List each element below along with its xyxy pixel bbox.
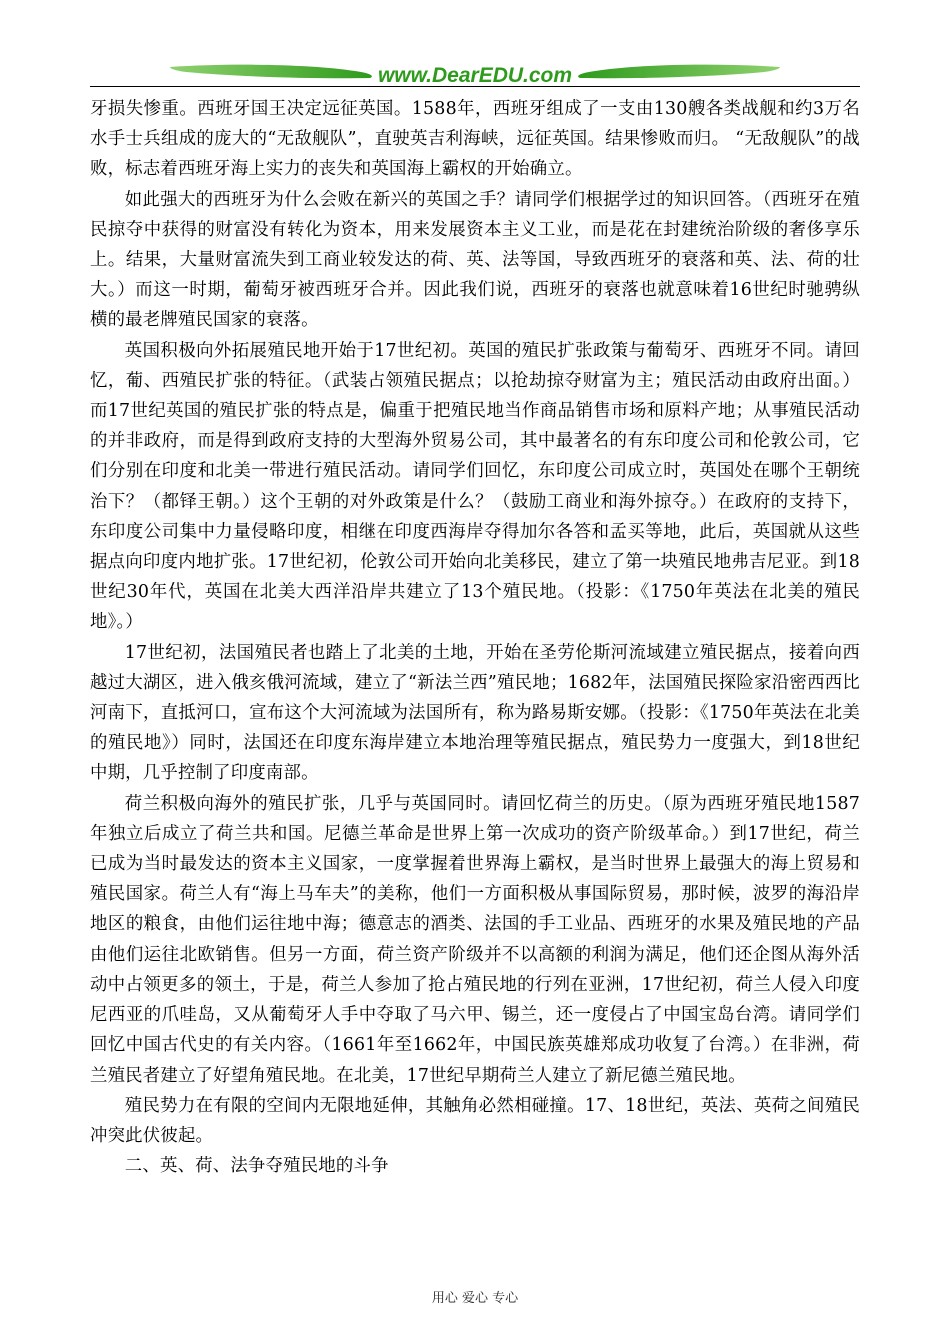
header-rule — [90, 86, 860, 87]
paragraph-2: 如此强大的西班牙为什么会败在新兴的英国之手？请同学们根据学过的知识回答。（西班牙在殖民掠夺中获得的财富没有转化为资本，用来发展资本主义工业，而是花在封建统治阶级的奢侈享乐上。结果，大量财富流失到工商业较发达的荷、英、法等国，导致西班牙的衰落和英、法、荷的壮大。）而这一时期，葡萄牙被西班牙合并。因此我们说，西班牙的衰落也就意味着16世纪时驰骋纵横的最老牌殖民国家的衰落。 — [90, 189, 860, 331]
paragraph-5: 荷兰积极向海外的殖民扩张，几乎与英国同时。请回忆荷兰的历史。（原为西班牙殖民地1587年独立后成立了荷兰共和国。尼德兰革命是世界上第一次成功的资产阶级革命。）到17世纪，荷兰已成为当时最发达的资本主义国家，一度掌握着世界海上霸权，是当时世界上最强大的海上贸易和殖民国家。荷兰人有“海上马车夫”的美称，他们一方面积极从事国际贸易，那时候，波罗的海沿岸地区的粮食，由他们运往地中海；德意志的酒类、法国的手工业品、西班牙的水果及殖民地的产品由他们运往北欧销售。但另一方面，荷兰资产阶级并不以高额的利润为满足，他们还企图从海外活动中占领更多的领土，于是，荷兰人参加了抢占殖民地的行列在亚洲，17世纪初，荷兰人侵入印度尼西亚的爪哇岛，又从葡萄牙人手中夺取了马六甲、锡兰，还一度侵占了中国宝岛台湾。请同学们回忆中国古代史的有关内容。（1661年至1662年，中国民族英雄郑成功收复了台湾。）在非洲，荷兰殖民者建立了好望角殖民地。在北美，17世纪早期荷兰人建立了新尼德兰殖民地。 — [90, 793, 860, 1086]
page-header — [90, 58, 860, 90]
page-footer: 用心 爱心 专心 — [431, 1291, 519, 1306]
document-body — [90, 94, 860, 1181]
paragraph-4: 17世纪初，法国殖民者也踏上了北美的土地，开始在圣劳伦斯河流域建立殖民据点，接着向西越过大湖区，进入俄亥俄河流域，建立了“新法兰西”殖民地；1682年，法国殖民探险家沿密西西比河南下，直抵河口，宣布这个大河流域为法国所有，称为路易斯安娜。（投影：《1750年英法在北美的殖民地》）同时，法国还在印度东海岸建立本地治理等殖民据点，殖民势力一度强大，到18世纪中期，几乎控制了印度南部。 — [90, 642, 860, 784]
paragraph-1: 牙损失惨重。西班牙国王决定远征英国。1588年，西班牙组成了一支由130艘各类战舰和约3万名水手士兵组成的庞大的“无敌舰队”，直驶英吉利海峡，远征英国。结果惨败而归。 “无敌舰队”的战败，标志着西班牙海上实力的丧失和英国海上霸权的开始确立。 — [90, 99, 860, 180]
paragraph-6: 殖民势力在有限的空间内无限地延伸，其触角必然相碰撞。17、18世纪，英法、英荷之间殖民冲突此伏彼起。 — [90, 1095, 860, 1146]
header-logo-banner — [90, 58, 860, 88]
section-heading: 二、英、荷、法争夺殖民地的斗争 — [124, 1156, 389, 1177]
paragraph-3: 英国积极向外拓展殖民地开始于17世纪初。英国的殖民扩张政策与葡萄牙、西班牙不同。请回忆，葡、西殖民扩张的特征。（武装占领殖民据点；以抢劫掠夺财富为主；殖民活动由政府出面。）而17世纪英国的殖民扩张的特点是，偏重于把殖民地当作商品销售市场和原料产地；从事殖民活动的并非政府，而是得到政府支持的大型海外贸易公司，其中最著名的有东印度公司和伦敦公司，它们分别在印度和北美一带进行殖民活动。请同学们回忆，东印度公司成立时，英国处在哪个王朝统治下？（都铎王朝。）这个王朝的对外政策是什么？（鼓励工商业和海外掠夺。）在政府的支持下，东印度公司集中力量侵略印度，相继在印度西海岸夺得加尔各答和孟买等地，此后，英国就从这些据点向印度内地扩张。17世纪初，伦敦公司开始向北美移民，建立了第一块殖民地弗吉尼亚。到18世纪30年代，英国在北美大西洋沿岸共建立了13个殖民地。（投影：《1750年英法在北美的殖民地》。） — [90, 340, 860, 633]
header-site-text: www.DearEDU.com — [377, 64, 573, 87]
left-swoosh-icon — [170, 65, 372, 79]
right-swoosh-icon — [578, 65, 780, 79]
